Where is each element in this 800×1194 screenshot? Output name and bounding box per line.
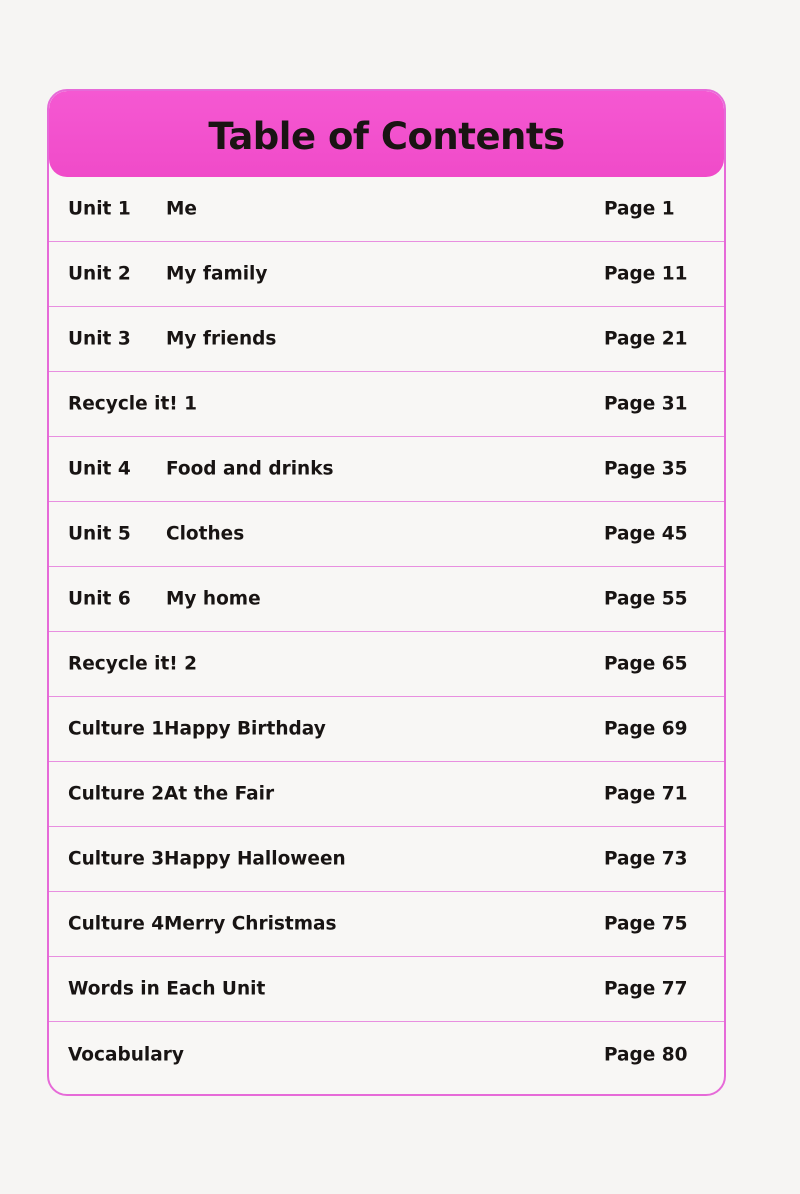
toc-entry-name: My home [166,588,261,610]
toc-row [49,1022,724,1087]
toc-entry-name: At the Fair [164,783,275,805]
toc-page-number: Page 35 [604,458,688,480]
toc-unit-label: Recycle it! 1 [68,393,198,415]
toc-entry-name: My friends [166,328,277,350]
toc-unit-label: Unit 6 [68,588,131,610]
toc-row [49,957,724,1022]
toc-unit-label: Culture 1 [68,718,165,740]
toc-page-number: Page 21 [604,328,688,350]
page-title: Table of Contents [208,114,565,158]
toc-entry-name: Merry Christmas [164,913,337,935]
toc-unit-label: Words in Each Unit [68,978,266,1000]
toc-row [49,827,724,892]
toc-page-number: Page 77 [604,978,688,1000]
toc-entry-name: Food and drinks [166,458,334,480]
toc-row [49,892,724,957]
toc-page-number: Page 73 [604,848,688,870]
toc-row [49,567,724,632]
toc-unit-label: Unit 5 [68,523,131,545]
toc-entry-name: Happy Halloween [164,848,346,870]
table-of-contents [47,89,726,1096]
toc-list [49,177,724,1087]
toc-row [49,372,724,437]
toc-entry-name: Happy Birthday [164,718,326,740]
toc-row [49,697,724,762]
toc-page-number: Page 1 [604,198,675,220]
toc-unit-label: Unit 4 [68,458,131,480]
toc-unit-label: Unit 3 [68,328,131,350]
toc-page-number: Page 45 [604,523,688,545]
toc-entry-name: My family [166,263,268,285]
toc-page-number: Page 75 [604,913,688,935]
toc-unit-label: Culture 4 [68,913,165,935]
toc-page-number: Page 55 [604,588,688,610]
toc-page-number: Page 11 [604,263,688,285]
toc-unit-label: Culture 2 [68,783,165,805]
toc-unit-label: Vocabulary [68,1044,184,1065]
toc-entry-name: Me [166,198,197,220]
toc-page-number: Page 80 [604,1044,688,1065]
toc-row [49,307,724,372]
toc-unit-label: Unit 2 [68,263,131,285]
toc-page-number: Page 71 [604,783,688,805]
toc-unit-label: Unit 1 [68,198,131,220]
toc-row [49,632,724,697]
toc-page-number: Page 65 [604,653,688,675]
toc-page-number: Page 31 [604,393,688,415]
toc-header [49,91,724,177]
toc-page-number: Page 69 [604,718,688,740]
toc-row [49,502,724,567]
toc-row [49,177,724,242]
toc-entry-name: Clothes [166,523,245,545]
toc-unit-label: Recycle it! 2 [68,653,198,675]
toc-row [49,242,724,307]
toc-row [49,762,724,827]
toc-unit-label: Culture 3 [68,848,165,870]
toc-row [49,437,724,502]
